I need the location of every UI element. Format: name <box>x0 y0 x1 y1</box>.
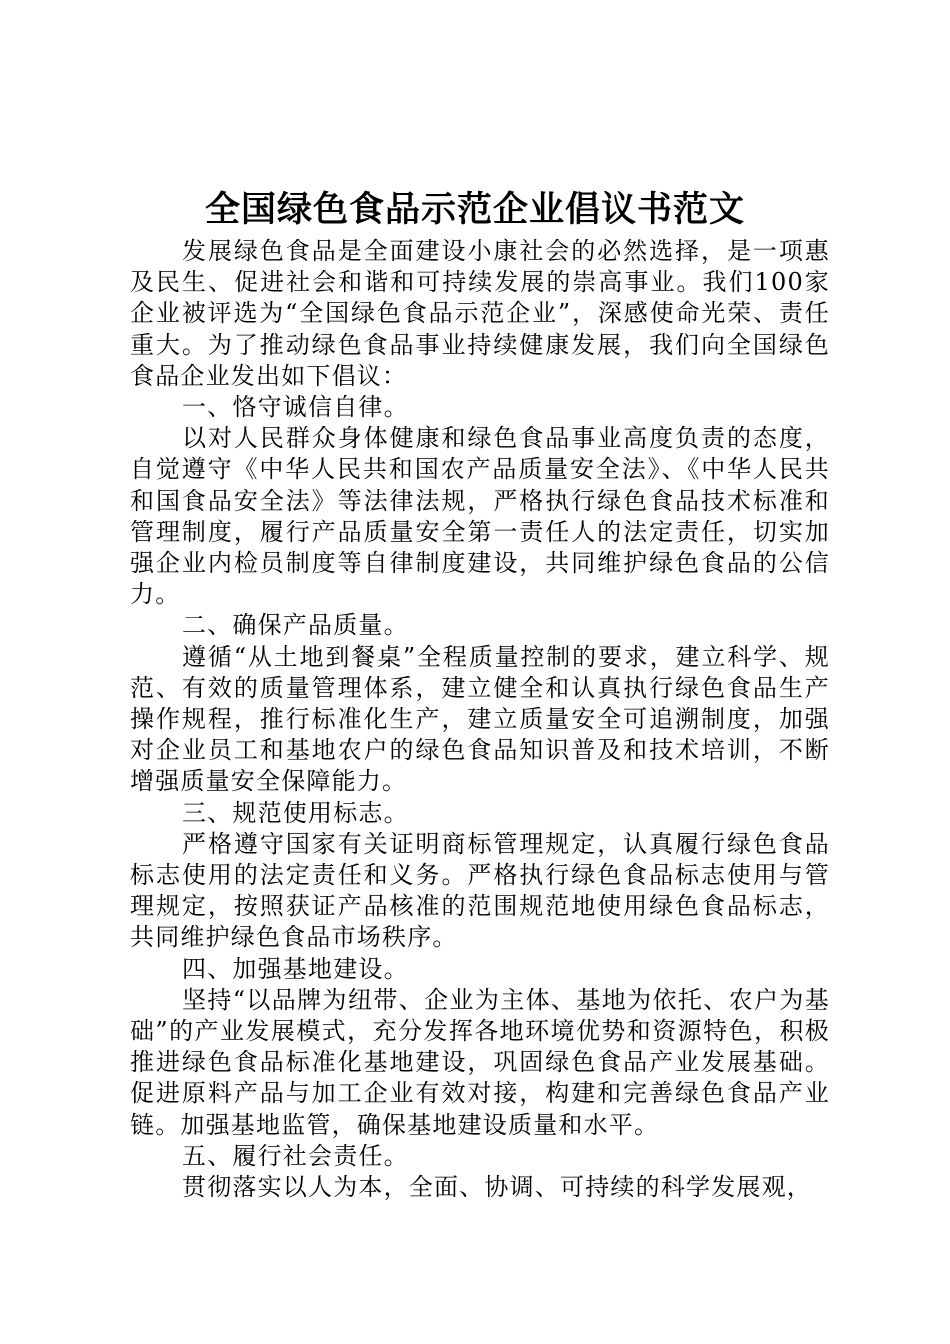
section-paragraph-5: 贯彻落实以人为本，全面、协调、可持续的科学发展观， <box>182 1173 812 1202</box>
section-heading-4: 四、加强基地建设。 <box>182 954 409 983</box>
document-title: 全国绿色食品示范企业倡议书范文 <box>204 190 745 230</box>
section-heading-1: 一、恪守诚信自律。 <box>182 393 409 422</box>
section-paragraph-1: 以对人民群众身体健康和绿色食品事业高度负责的态度，自觉遵守《中华人民共和国农产品质量安全法》、《中华人民共和国食品安全法》等法律法规，严格执行绿色食品技术标准和管理制度，履行产品质量安全第一责任人的法定责任，切实加强企业内检员制度等自律制度建设，共同维护绿色食品的公信力。 <box>130 424 830 609</box>
document-body <box>130 236 830 1203</box>
section-paragraph-2: 遵循“从土地到餐桌”全程质量控制的要求，建立科学、规范、有效的质量管理体系，建立健全和认真执行绿色食品生产操作规程，推行标准化生产，建立质量安全可追溯制度，加强对企业员工和基地农户的绿色食品知识普及和技术培训，不断增强质量安全保障能力。 <box>130 642 830 796</box>
section-heading-3: 三、规范使用标志。 <box>182 798 409 827</box>
section-paragraph-4: 坚持“以品牌为纽带、企业为主体、基地为依托、农户为基础”的产业发展模式，充分发挥各地环境优势和资源特色，积极推进绿色食品标准化基地建设，巩固绿色食品产业发展基础。促进原料产品与加工企业有效对接，构建和完善绿色食品产业链。加强基地监管，确保基地建设质量和水平。 <box>130 985 830 1139</box>
section-heading-5: 五、履行社会责任。 <box>182 1141 409 1170</box>
section-heading-2: 二、确保产品质量。 <box>182 611 409 640</box>
intro-paragraph: 发展绿色食品是全面建设小康社会的必然选择，是一项惠及民生、促进社会和谐和可持续发展的崇高事业。我们100家企业被评选为“全国绿色食品示范企业”，深感使命光荣、责任重大。为了推动绿色食品事业持续健康发展，我们向全国绿色食品企业发出如下倡议： <box>130 237 830 390</box>
section-paragraph-3: 严格遵守国家有关证明商标管理规定，认真履行绿色食品标志使用的法定责任和义务。严格执行绿色食品标志使用与管理规定，按照获证产品核准的范围规范地使用绿色食品标志，共同维护绿色食品市场秩序。 <box>130 829 830 952</box>
